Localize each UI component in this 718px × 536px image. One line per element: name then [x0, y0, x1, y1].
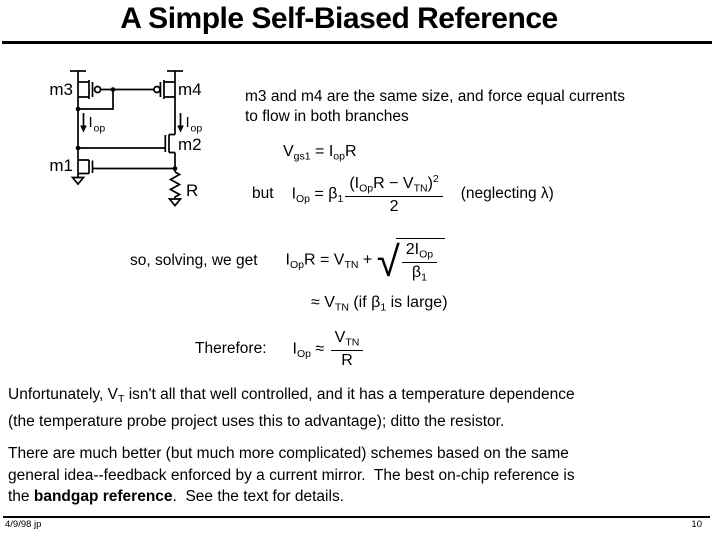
pmos-bubble-m4: [154, 87, 160, 93]
equation-therefore-row: [195, 329, 365, 370]
current-arrowhead-right: [177, 126, 184, 133]
node-dot-gate: [111, 87, 116, 92]
pmos-bubble-m3: [95, 87, 101, 93]
page-title: A Simple Self-Biased Reference: [120, 2, 558, 35]
resistor-zigzag: [171, 172, 180, 199]
label-m3: m3: [49, 80, 73, 99]
mirror-note-line1: m3 and m4 are the same size, and force equal currents: [245, 88, 625, 105]
paragraph1-line1: Unfortunately, $V_T$ isn't all that well controlled, and it has a temperature dependence: [8, 386, 575, 405]
equation-approx: ≈ $V_{TN}$ (if $\beta_1$ is large): [311, 294, 448, 314]
ground-symbol-resistor: [170, 199, 181, 206]
mosfet-m3: [78, 80, 101, 99]
vt-subscript: T: [118, 393, 125, 405]
circuit-diagram: [40, 65, 240, 235]
equation-vgs-math: $V_{gs1} = I_{op}R$: [283, 143, 357, 163]
paragraph-vt-controlled: [8, 384, 575, 432]
therefore-label: Therefore:: [195, 340, 267, 358]
node-dot-m3-drain: [76, 107, 81, 112]
mosfet-m1: [78, 160, 93, 174]
solving-label: so, solving, we get: [130, 251, 258, 269]
mirror-note: [245, 87, 625, 127]
paragraph2-line3: the bandgap reference. See the text for details.: [8, 488, 345, 505]
footer-page-number: 10: [691, 518, 702, 530]
mosfet-m2: [165, 135, 175, 153]
paragraph1-line2: (the temperature probe project uses this to advantage); ditto the resistor.: [8, 412, 505, 430]
paragraph-better-schemes: [8, 443, 575, 508]
equation-but-row: [252, 173, 554, 216]
label-m2: m2: [178, 135, 202, 154]
equation-approx-row: [311, 294, 448, 314]
node-dot-resistor-top: [173, 166, 178, 171]
equation-iop-beta: $I_{Op} = \beta_1$ $(I_{Op}R - V_{TN})^2$ 2: [292, 173, 445, 216]
mosfet-m4: [154, 80, 175, 99]
title-divider-rule: [2, 41, 712, 44]
label-m1: m1: [49, 156, 73, 175]
label-m4: m4: [178, 80, 202, 99]
paragraph2-line1: There are much better (but much more complicated) schemes based on the same: [8, 445, 569, 462]
bandgap-reference-bold: bandgap reference: [33, 488, 173, 505]
current-arrowhead-left: [80, 126, 87, 133]
footer-divider-rule: [3, 516, 710, 518]
footer-date-author: 4/9/98 jp: [5, 518, 42, 530]
but-label: but: [252, 185, 274, 203]
node-dot-m1-drain: [76, 146, 81, 151]
paragraph2-line2: general idea--feedback enforced by a current mirror. The best on-chip reference is: [8, 466, 575, 484]
mirror-note-line2: to flow in both branches: [245, 108, 409, 125]
equation-solve-row: [130, 238, 445, 283]
label-resistor: R: [186, 181, 199, 200]
label-iop-left-sub: op: [93, 122, 106, 135]
label-iop-right-sub: op: [190, 122, 203, 135]
equation-vgs: [283, 143, 357, 163]
neglecting-lambda-note: (neglecting λ): [460, 185, 554, 203]
equation-therefore: $I_{Op}$ ≈ $V_{TN}$ R: [293, 329, 366, 370]
label-iop-left: I: [88, 114, 93, 131]
ground-symbol-m1: [73, 178, 84, 185]
label-iop-right: I: [185, 114, 190, 131]
equation-iop-solution: $I_{Op}R = V_{TN}$ + √ $2I_{Op}$ $\beta_1$: [286, 238, 446, 283]
